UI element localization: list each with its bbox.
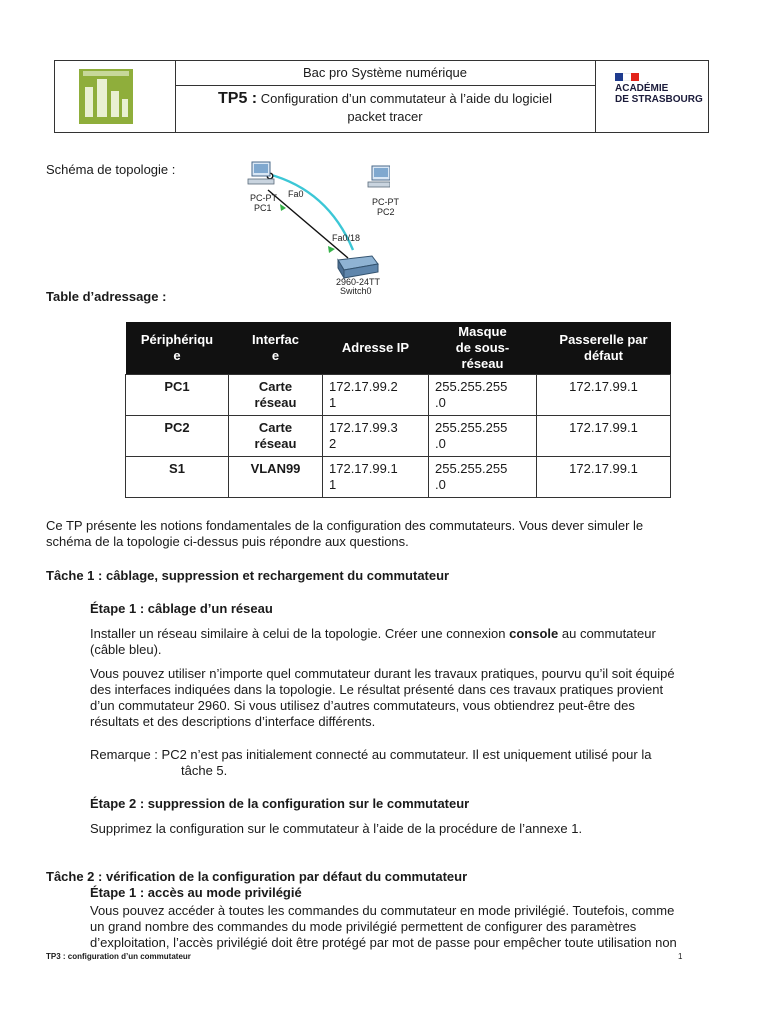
table-row (126, 457, 671, 498)
cell-mask: 255.255.255 .0 (429, 375, 537, 416)
course-name: Bac pro Système numérique (175, 61, 595, 86)
paragraph-switch-line3: d’un commutateur 2960. Si vous utilisez d’autres commutateurs, vous obtiendrez peut-être des (90, 698, 635, 713)
switch-icon (338, 256, 378, 278)
paragraph-privileged-line3: d’exploitation, l’accès privilégié doit être protégé par mot de passe pour empêcher toute utilisation non (90, 935, 677, 950)
academy-logo-cell (595, 61, 708, 132)
task2-heading: Tâche 2 : vérification de la configuration par défaut du commutateur (46, 869, 468, 884)
cell-device: PC2 (126, 416, 229, 457)
paragraph-switch-line2: des interfaces indiquées dans la topologie. Le résultat présenté dans ces travaux pratiques provient (90, 682, 664, 697)
paragraph-privileged-line2: un grand nombre des commandes du mode privilégié permettent de configurer des paramètres (90, 919, 637, 934)
tp-title-line1: Configuration d’un commutateur à l’aide du logiciel (260, 91, 552, 106)
pc2-type-label: PC-PT (372, 197, 399, 207)
ethernet-cable (268, 190, 348, 258)
header-ip: Adresse IP (323, 322, 429, 375)
remark-line1: Remarque : PC2 n’est pas initialement connecté au commutateur. Il est uniquement utilisé pour la (90, 747, 652, 762)
cell-mask: 255.255.255 .0 (429, 457, 537, 498)
cell-ip: 172.17.99.2 1 (323, 375, 429, 416)
topology-diagram (240, 160, 399, 296)
topology-label: Schéma de topologie : (46, 162, 176, 177)
marianne-flag-icon (615, 73, 639, 81)
header-device: Périphériqu e (126, 322, 229, 375)
title-cell (175, 61, 596, 132)
header-gateway: Passerelle par défaut (537, 322, 671, 375)
header-interface: Interfac e (229, 322, 323, 375)
table-row (126, 416, 671, 457)
paragraph-delete-config: Supprimez la configuration sur le commutateur à l’aide de la procédure de l’annexe 1. (90, 821, 583, 836)
task2-step1-heading: Étape 1 : accès au mode privilégié (90, 885, 302, 900)
cell-device: S1 (126, 457, 229, 498)
task1-step1-heading: Étape 1 : câblage d’un réseau (90, 601, 273, 616)
page-number: 1 (678, 952, 683, 961)
address-table-title: Table d’adressage : (46, 289, 167, 304)
table-row (126, 375, 671, 416)
school-logo-cell (55, 61, 176, 132)
paragraph-switch-line1: Vous pouvez utiliser n’importe quel commutateur durant les travaux pratiques, pourvu qu’il soit équipé (90, 666, 675, 681)
header-mask: Masque de sous- réseau (429, 322, 537, 375)
pc1-type-label: PC-PT (250, 193, 277, 203)
paragraph-console: Installer un réseau similaire à celui de la topologie. Créer une connexion console au commutateur (90, 626, 656, 641)
paragraph-privileged-line1: Vous pouvez accéder à toutes les commandes du commutateur en mode privilégié. Toutefois, comme (90, 903, 675, 918)
task1-heading: Tâche 1 : câblage, suppression et rechargement du commutateur (46, 568, 450, 583)
pc1-port-label: Fa0 (288, 189, 304, 199)
school-logo (79, 69, 133, 124)
remark-line2: tâche 5. (181, 763, 228, 778)
cell-device: PC1 (126, 375, 229, 416)
academy-name: ACADÉMIE DE STRASBOURG (615, 83, 703, 105)
paragraph-switch-line4: résultats et des descriptions d’interface différents. (90, 714, 376, 729)
console-keyword: console (509, 626, 559, 641)
intro-line-2: schéma de la topologie ci-dessus puis répondre aux questions. (46, 534, 409, 549)
switch-port-label: Fa0/18 (332, 233, 361, 243)
cell-gateway: 172.17.99.1 (537, 457, 671, 498)
tp-label: TP5 : (218, 90, 258, 107)
cell-gateway: 172.17.99.1 (537, 416, 671, 457)
task1-step2-heading: Étape 2 : suppression de la configuration sur le commutateur (90, 796, 470, 811)
tp-title-line2: packet tracer (347, 109, 423, 124)
document-header (54, 60, 709, 133)
tp-title (175, 86, 595, 126)
pc1-icon (248, 162, 274, 184)
cell-interface: Carte réseau (229, 375, 323, 416)
page-footer: TP3 : configuration d’un commutateur (46, 952, 191, 961)
cell-interface: VLAN99 (229, 457, 323, 498)
cell-ip: 172.17.99.1 1 (323, 457, 429, 498)
cell-mask: 255.255.255 .0 (429, 416, 537, 457)
address-table (125, 322, 671, 498)
switch-name-label: Switch0 (340, 286, 372, 296)
pc2-icon (368, 166, 390, 187)
topology-svg (240, 160, 390, 295)
link-status-switch-icon (328, 246, 335, 253)
intro-line-1: Ce TP présente les notions fondamentales de la configuration des commutateurs. Vous dever simuler le (46, 518, 644, 533)
pc2-name-label: PC2 (377, 207, 395, 217)
address-table-header-row (126, 322, 671, 375)
pc1-name-label: PC1 (254, 203, 272, 213)
paragraph-console-line2: (câble bleu). (90, 642, 162, 657)
cell-interface: Carte réseau (229, 416, 323, 457)
switch-model-label: 2960-24TT (336, 277, 381, 287)
cell-gateway: 172.17.99.1 (537, 375, 671, 416)
cell-ip: 172.17.99.3 2 (323, 416, 429, 457)
